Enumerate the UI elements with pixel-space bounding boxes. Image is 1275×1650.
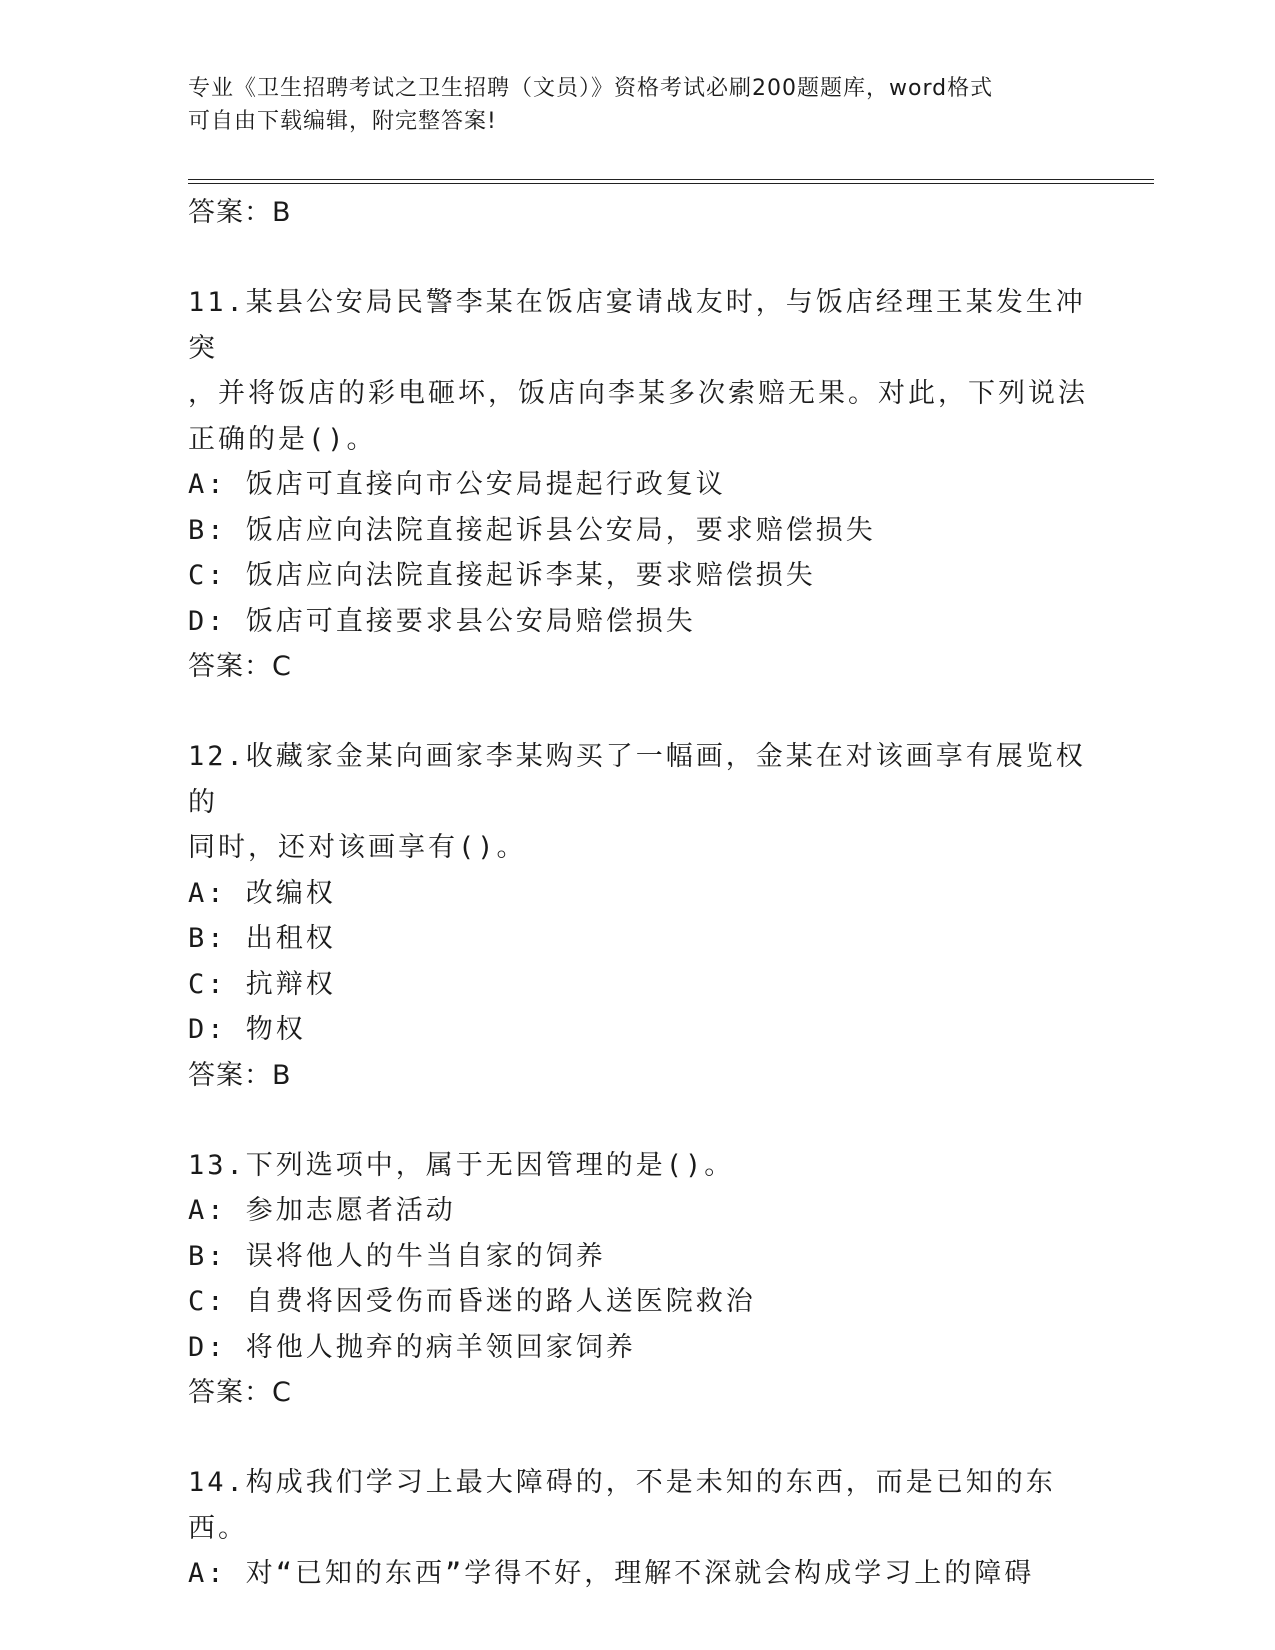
answer: 答案：B <box>188 1059 292 1091</box>
header-line-1: 专业《卫生招聘考试之卫生招聘（文员）》资格考试必刷200题题库，word格式 <box>188 76 994 101</box>
option-b: B: 误将他人的牛当自家的饲养 <box>188 1240 606 1272</box>
question-12 <box>188 734 1088 1098</box>
option-d: D: 将他人抛弃的病羊领回家饲养 <box>188 1331 636 1363</box>
option-a: A: 饭店可直接向市公安局提起行政复议 <box>188 469 726 500</box>
option-b: B: 出租权 <box>188 923 336 954</box>
question-text-line: 同时，还对该画享有()。 <box>188 832 527 863</box>
answer: 答案：C <box>188 651 292 682</box>
question-11 <box>188 280 1088 689</box>
question-text-line: 14.构成我们学习上最大障碍的，不是未知的东西，而是已知的东西。 <box>188 1467 1056 1544</box>
question-text-line: ，并将饭店的彩电砸坏，饭店向李某多次索赔无果。对此，下列说法 <box>188 378 1088 409</box>
option-b: B: 饭店应向法院直接起诉县公安局，要求赔偿损失 <box>188 514 876 546</box>
option-c: C: 自费将因受伤而昏迷的路人送医院救治 <box>188 1286 756 1317</box>
option-c: C: 饭店应向法院直接起诉李某，要求赔偿损失 <box>188 560 816 591</box>
answer-previous: 答案：B <box>188 197 292 228</box>
document-body <box>188 190 1088 1597</box>
header-divider-top <box>188 179 1154 180</box>
option-d: D: 饭店可直接要求县公安局赔偿损失 <box>188 605 696 637</box>
option-c: C: 抗辩权 <box>188 968 336 1000</box>
answer: 答案：C <box>188 1377 292 1408</box>
option-a: A: 改编权 <box>188 877 336 909</box>
header-line-2: 可自由下载编辑，附完整答案! <box>188 109 497 134</box>
option-a: A: 参加志愿者活动 <box>188 1195 456 1226</box>
question-14 <box>188 1460 1088 1597</box>
option-a: A: 对“已知的东西”学得不好，理解不深就会构成学习上的障碍 <box>188 1558 1035 1589</box>
question-text-line: 11.某县公安局民警李某在饭店宴请战友时，与饭店经理王某发生冲突 <box>188 287 1086 364</box>
document-header <box>188 72 1088 138</box>
header-divider-bottom <box>188 183 1154 184</box>
question-text-line: 正确的是()。 <box>188 423 377 455</box>
question-text-line: 12.收藏家金某向画家李某购买了一幅画，金某在对该画享有展览权的 <box>188 741 1086 818</box>
question-text-line: 13.下列选项中，属于无因管理的是()。 <box>188 1149 735 1181</box>
option-d: D: 物权 <box>188 1014 306 1045</box>
question-13 <box>188 1143 1088 1416</box>
